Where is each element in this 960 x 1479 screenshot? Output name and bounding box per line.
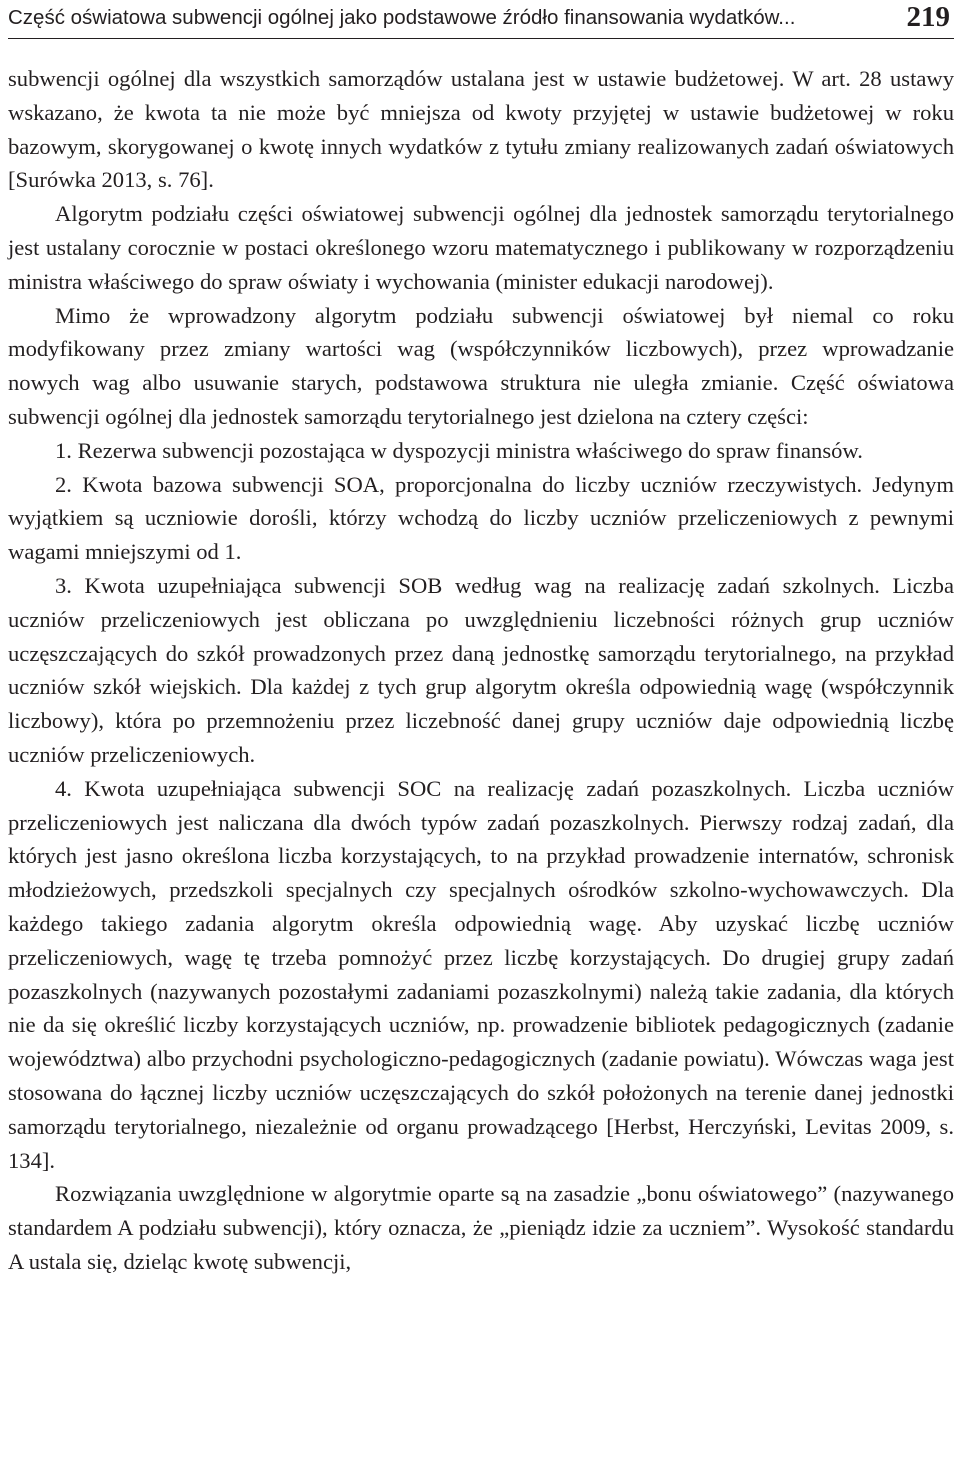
list-item: 4. Kwota uzupełniająca subwencji SOC na realizację zadań pozaszkolnych. Liczba uczniów przeliczeniowych jest naliczana dla dwóch typów zadań pozaszkolnych. Pierwszy rodzaj zadań, dla których jest jasno określona liczba korzystających, to na przykład prowadzenie internatów, schronisk młodzieżowych, przedszkoli specjalnych czy specjalnych ośrodków szkolno-wychowawczych. Dla każdego takiego zadania algorytm określa odpowiednią wagę. Aby uzyskać liczbę uczniów przeliczeniowych, wagę tę trzeba pomnożyć przez liczbę korzystających. Do drugiej grupy zadań pozaszkolnych (nazywanych pozostałymi zadaniami pozaszkolnymi) należą takie zadania, dla których nie da się określić liczby korzystających uczniów, np. prowadzenie bibliotek pedagogicznych (zadanie województwa) albo przychodni psychologiczno-pedagogicznych (zadanie powiatu). Wówczas waga jest stosowana do łącznej liczby uczniów uczęszczających do szkół położonych na terenie danej jednostki samorządu terytorialnego, niezależnie od organu prowadzącego [Herbst, Herczyński, Levitas 2009, s. 134]. (8, 775, 954, 1173)
list-item: 3. Kwota uzupełniająca subwencji SOB według wag na realizację zadań szkolnych. Liczba uczniów przeliczeniowych jest obliczana po uwzględnieniu liczebności różnych grup uczniów uczęszczających do szkół prowadzonych przez daną jednostkę samorządu terytorialnego, na przykład uczniów szkół wiejskich. Dla każdej z tych grup algorytm określa odpowiednią wagę (współczynnik liczbowy), która po przemnożeniu przez liczebność danej grupy uczniów daje odpowiednią liczbę uczniów przeliczeniowych. (8, 572, 954, 767)
paragraph: Algorytm podziału części oświatowej subwencji ogólnej dla jednostek samorządu terytorialnego jest ustalany corocznie w postaci określonego wzoru matematycznego i publikowany w rozporządzeniu ministra właściwego do spraw oświaty i wychowania (minister edukacji narodowej). (8, 201, 954, 294)
paragraph: subwencji ogólnej dla wszystkich samorządów ustalana jest w ustawie budżetowej. W art. 28 ustawy wskazano, że kwota ta nie może być mniejsza od kwoty przyjętej w ustawie budżetowej w roku bazowym, skorygowanej o kwotę innych wydatków z tytułu zmiany realizowanych zadań oświatowych [Surówka 2013, s. 76]. (8, 66, 954, 193)
page-number: 219 (906, 1, 950, 33)
body-text (8, 62, 954, 1279)
list-item: 1. Rezerwa subwencji pozostająca w dyspozycji ministra właściwego do spraw finansów. (55, 437, 863, 463)
list-item: 2. Kwota bazowa subwencji SOA, proporcjonalna do liczby uczniów rzeczywistych. Jedynym wyjątkiem są uczniowie dorośli, którzy wchodzą do liczby uczniów przeliczeniowych z pewnymi wagami mniejszymi od 1. (8, 471, 954, 565)
running-header (8, 0, 954, 39)
running-title: Część oświatowa subwencji ogólnej jako podstawowe źródło finansowania wydatków... (8, 6, 796, 29)
paragraph: Mimo że wprowadzony algorytm podziału subwencji oświatowej był niemal co roku modyfikowany przez zmiany wartości wag (współczynników liczbowych), przez wprowadzanie nowych wag albo usuwanie starych, podstawowa struktura nie uległa zmianie. Część oświatowa subwencji ogólnej dla jednostek samorządu terytorialnego jest dzielona na cztery części: (8, 302, 954, 429)
paragraph: Rozwiązania uwzględnione w algorytmie oparte są na zasadzie „bonu oświatowego” (nazywanego standardem A podziału subwencji), który oznacza, że „pieniądz idzie za uczniem”. Wysokość standardu A ustala się, dzieląc kwotę subwencji, (8, 1181, 954, 1274)
